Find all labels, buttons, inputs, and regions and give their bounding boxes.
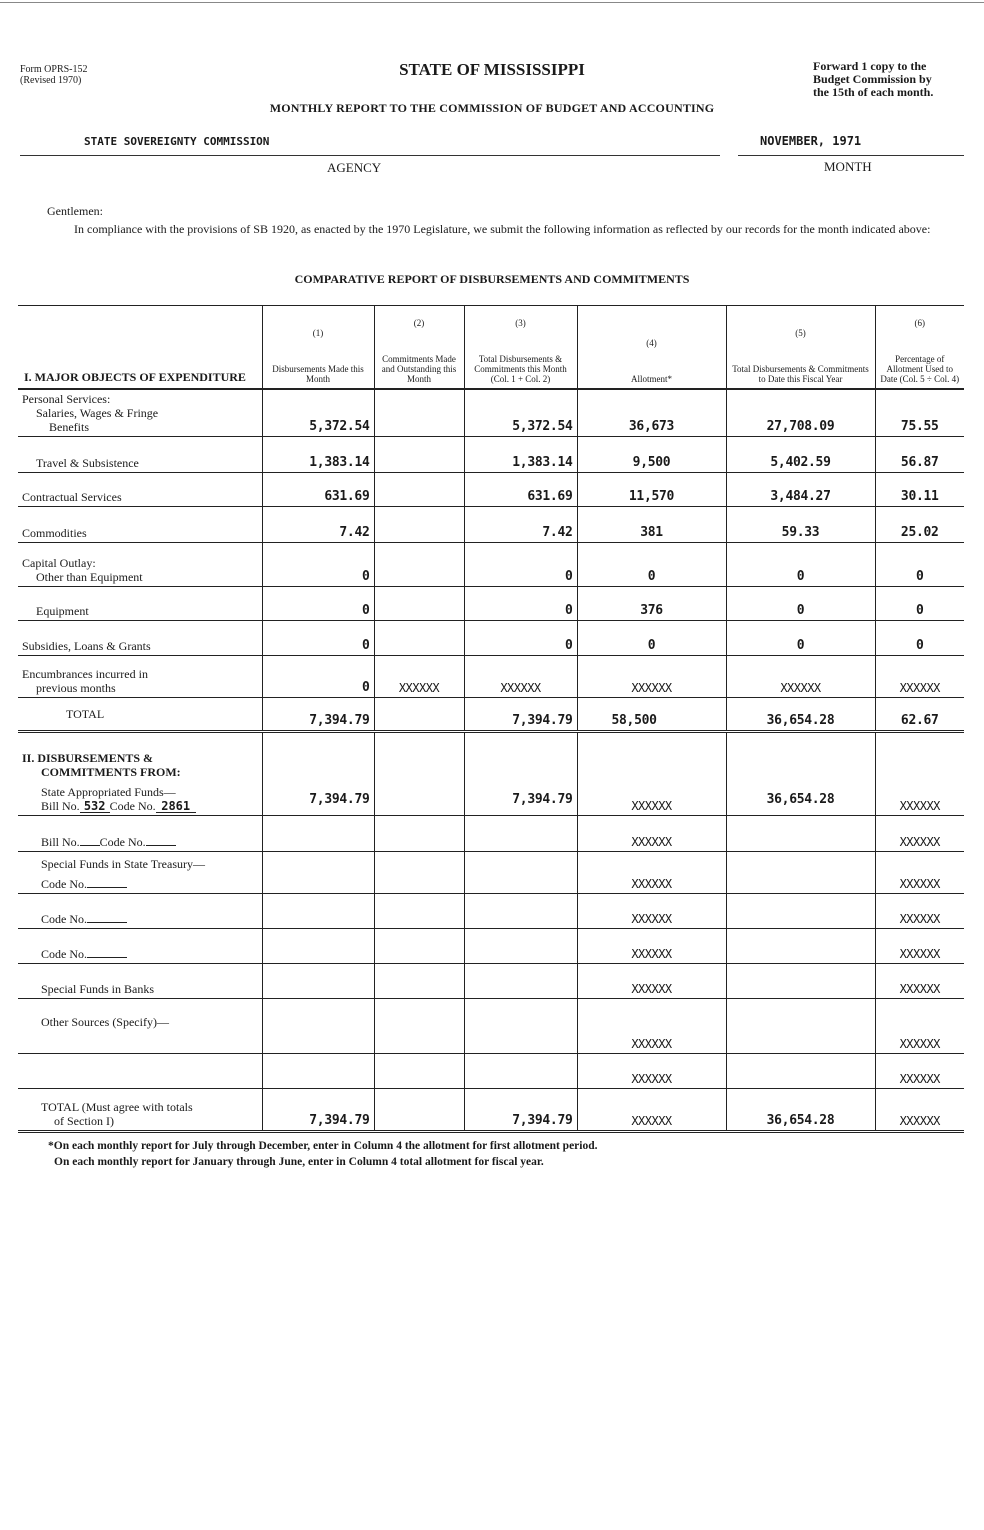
col-3-label: Total Disbursements & Commitments this Month (Col. 1 + Col. 2)	[474, 353, 567, 384]
table-cell: 36,654.28	[726, 698, 875, 732]
table-cell	[374, 543, 464, 587]
table-cell: 5,372.54	[262, 389, 374, 437]
greeting: Gentlemen:	[47, 204, 103, 218]
table-header-row	[18, 306, 964, 389]
table-cell	[726, 999, 875, 1054]
code-no-value: 2861	[156, 802, 196, 813]
travel-label: Travel & Subsistence	[36, 456, 139, 470]
table-cell: 7.42	[464, 507, 577, 543]
table-cell: 7,394.79	[262, 698, 374, 732]
table-cell	[374, 1089, 464, 1132]
table-cell: XXXXXX	[577, 964, 726, 999]
table-cell: XXXXXX	[875, 656, 964, 698]
table-row	[18, 852, 964, 894]
row-label-contractual: Contractual Services	[18, 473, 262, 507]
code-no-label: Code No.	[109, 799, 156, 813]
table-row	[18, 656, 964, 698]
agency-label: AGENCY	[327, 160, 382, 175]
table-cell: 11,570	[577, 473, 726, 507]
table-cell: XXXXXX	[577, 732, 726, 816]
blank-line	[80, 835, 100, 846]
comparative-report-title: COMPARATIVE REPORT OF DISBURSEMENTS AND COMMITMENTS	[294, 272, 690, 286]
other-than-equipment-label: Other than Equipment	[36, 570, 143, 584]
table-cell: 27,708.09	[726, 389, 875, 437]
table-cell	[374, 964, 464, 999]
table-cell: XXXXXX	[577, 656, 726, 698]
row-label-encumbrances	[18, 656, 262, 698]
table-cell	[464, 1054, 577, 1089]
table-cell: 0	[262, 656, 374, 698]
table-cell: XXXXXX	[875, 1054, 964, 1089]
table-cell: 7,394.79	[262, 732, 374, 816]
table-cell: 376	[577, 587, 726, 621]
month-value: NOVEMBER, 1971	[760, 134, 862, 148]
table-cell: 631.69	[464, 473, 577, 507]
table-row	[18, 1054, 964, 1089]
blank-line	[87, 877, 127, 888]
row-label-code-2	[18, 894, 262, 929]
table-cell: 0	[262, 543, 374, 587]
col-1-label: Disbursements Made this Month	[272, 363, 364, 384]
table-cell: XXXXXX	[577, 852, 726, 894]
row-label-subsidies: Subsidies, Loans & Grants	[18, 621, 262, 656]
special-treasury-label: Special Funds in State Treasury—	[41, 857, 205, 871]
row-label-travel	[18, 437, 262, 473]
state-funds-label: State Appropriated Funds—	[41, 785, 176, 799]
table-cell: 3,484.27	[726, 473, 875, 507]
col-1-number: (1)	[312, 327, 324, 338]
table-cell: 0	[262, 587, 374, 621]
table-cell: XXXXXX	[577, 999, 726, 1054]
forward-instruction	[813, 60, 933, 99]
table-row	[18, 1089, 964, 1132]
agency-underline	[20, 155, 720, 156]
table-cell: 75.55	[875, 389, 964, 437]
final-total-label-1: TOTAL (Must agree with totals	[41, 1100, 193, 1114]
table-cell	[726, 964, 875, 999]
table-cell: XXXXXX	[577, 1054, 726, 1089]
table-cell: 0	[726, 621, 875, 656]
table-row	[18, 507, 964, 543]
bill-no-label: Bill No.	[41, 835, 80, 849]
table-cell	[374, 929, 464, 964]
col-6-number: (6)	[914, 317, 925, 328]
col-6-header	[875, 306, 964, 389]
table-cell: 9,500	[577, 437, 726, 473]
capital-outlay-label: Capital Outlay:	[22, 556, 96, 570]
col-4-header	[577, 306, 726, 389]
table-cell: XXXXXX	[875, 852, 964, 894]
col-2-header	[374, 306, 464, 389]
top-border	[0, 2, 984, 3]
col-2-number: (2)	[413, 317, 425, 328]
table-row	[18, 816, 964, 852]
table-cell	[262, 964, 374, 999]
table-cell	[262, 1054, 374, 1089]
col-4-label: Allotment*	[631, 373, 672, 384]
salaries-label: Salaries, Wages & Fringe	[36, 406, 159, 420]
table-cell: 30.11	[875, 473, 964, 507]
table-cell: XXXXXX	[875, 964, 964, 999]
table-cell: XXXXXX	[577, 816, 726, 852]
table-row	[18, 999, 964, 1054]
table-cell: 7,394.79	[464, 698, 577, 732]
row-label-total: TOTAL	[18, 698, 262, 732]
equipment-label: Equipment	[36, 604, 89, 618]
encumbrances-label-1: Encumbrances incurred in	[22, 667, 148, 681]
table-cell	[374, 698, 464, 732]
row-label-special-treasury	[18, 852, 262, 894]
table-cell: 381	[577, 507, 726, 543]
table-row	[18, 732, 964, 816]
bill-no-value: 532	[80, 802, 110, 813]
footnote	[48, 1138, 598, 1170]
table-row	[18, 929, 964, 964]
table-cell: 631.69	[262, 473, 374, 507]
forward-line-1: Forward 1 copy to the	[813, 59, 927, 73]
table-cell: 0	[875, 587, 964, 621]
section-2-header-2: COMMITMENTS FROM:	[41, 765, 181, 779]
table-cell	[726, 1054, 875, 1089]
table-cell: 5,402.59	[726, 437, 875, 473]
table-cell	[726, 852, 875, 894]
personal-services-label: Personal Services:	[22, 392, 111, 406]
table-cell	[374, 1054, 464, 1089]
code-no-label: Code No.	[99, 835, 146, 849]
table-cell: XXXXXX	[875, 732, 964, 816]
table-cell	[464, 852, 577, 894]
table-cell: 56.87	[875, 437, 964, 473]
table-cell: XXXXXX	[577, 894, 726, 929]
bill-no-label: Bill No.	[41, 799, 80, 813]
row-label-state-funds	[18, 732, 262, 816]
table-cell: 0	[577, 543, 726, 587]
row-label-code-3	[18, 929, 262, 964]
table-cell: 0	[464, 621, 577, 656]
row-label-other-sources	[18, 999, 262, 1054]
form-number: Form OPRS-152	[20, 64, 88, 75]
table-cell	[726, 894, 875, 929]
table-cell: XXXXXX	[374, 656, 464, 698]
table-cell	[464, 816, 577, 852]
table-cell: XXXXXX	[875, 929, 964, 964]
table-cell: 0	[875, 621, 964, 656]
other-sources-label: Other Sources (Specify)—	[41, 1015, 169, 1029]
table-cell: 58,500	[577, 698, 726, 732]
table-cell: 36,654.28	[726, 732, 875, 816]
table-cell: XXXXXX	[726, 656, 875, 698]
table-row	[18, 698, 964, 732]
col-5-number: (5)	[795, 327, 806, 338]
col-3-header	[464, 306, 577, 389]
table-cell	[374, 894, 464, 929]
table-cell	[374, 816, 464, 852]
table-cell	[464, 929, 577, 964]
blank-line	[146, 835, 176, 846]
col-3-number: (3)	[515, 317, 526, 328]
table-cell	[374, 437, 464, 473]
table-cell	[374, 473, 464, 507]
table-cell: 59.33	[726, 507, 875, 543]
table-cell: XXXXXX	[875, 1089, 964, 1132]
table-row	[18, 389, 964, 437]
table-cell	[262, 816, 374, 852]
col-1-header	[262, 306, 374, 389]
table-cell	[374, 999, 464, 1054]
row-label-equipment	[18, 587, 262, 621]
final-total-label-2: of Section I)	[54, 1114, 114, 1128]
footnote-line-1: *On each monthly report for July through December, enter in Column 4 the allotment for first allotment period.	[48, 1140, 598, 1152]
encumbrances-label-2: previous months	[36, 681, 116, 695]
table-cell: 7,394.79	[262, 1089, 374, 1132]
table-cell	[464, 964, 577, 999]
blank-line	[87, 912, 127, 923]
month-underline	[738, 155, 964, 156]
table-cell: 7,394.79	[464, 732, 577, 816]
state-title: STATE OF MISSISSIPPI	[399, 60, 585, 79]
col-5-header	[726, 306, 875, 389]
row-label-blank	[18, 1054, 262, 1089]
code-label: Code No.	[41, 877, 87, 891]
month-label: MONTH	[824, 159, 872, 174]
row-label-special-banks	[18, 964, 262, 999]
table-cell: 1,383.14	[464, 437, 577, 473]
table-row	[18, 473, 964, 507]
table-cell: 36,654.28	[726, 1089, 875, 1132]
table-cell: 25.02	[875, 507, 964, 543]
col-4-number: (4)	[646, 337, 657, 348]
disbursements-table	[18, 305, 964, 1133]
table-cell	[262, 894, 374, 929]
table-row	[18, 894, 964, 929]
table-cell: 0	[464, 543, 577, 587]
table-row	[18, 543, 964, 587]
table-cell: 0	[726, 587, 875, 621]
benefits-label: Benefits	[49, 420, 89, 434]
table-cell: 0	[726, 543, 875, 587]
col-6-label: Percentage of Allotment Used to Date (Col. 5 ÷ Col. 4)	[880, 353, 960, 384]
table-cell: XXXXXX	[875, 894, 964, 929]
table-cell: XXXXXX	[464, 656, 577, 698]
table-cell	[374, 389, 464, 437]
row-label-bill-blank	[18, 816, 262, 852]
table-cell	[726, 816, 875, 852]
table-cell	[262, 852, 374, 894]
col-2-label: Commitments Made and Outstanding this Month	[381, 353, 457, 384]
table-cell: 36,673	[577, 389, 726, 437]
table-cell	[374, 621, 464, 656]
form-revised: (Revised 1970)	[20, 75, 82, 86]
table-cell	[726, 929, 875, 964]
table-cell: 7,394.79	[464, 1089, 577, 1132]
row-label-final-total	[18, 1089, 262, 1132]
forward-line-2: Budget Commission by	[813, 72, 932, 86]
table-cell	[374, 507, 464, 543]
table-cell: 62.67	[875, 698, 964, 732]
table-row	[18, 964, 964, 999]
blank-line	[87, 947, 127, 958]
table-cell	[374, 732, 464, 816]
table-cell	[262, 999, 374, 1054]
table-cell: 1,383.14	[262, 437, 374, 473]
col-5-label: Total Disbursements & Commitments to Date this Fiscal Year	[732, 363, 869, 384]
table-row	[18, 621, 964, 656]
table-cell: 0	[577, 621, 726, 656]
table-row	[18, 437, 964, 473]
table-cell: 0	[262, 621, 374, 656]
table-cell	[464, 894, 577, 929]
table-cell	[464, 999, 577, 1054]
table-cell: XXXXXX	[875, 999, 964, 1054]
section-2-header-1: II. DISBURSEMENTS &	[22, 751, 154, 765]
row-label-salaries	[18, 389, 262, 437]
special-banks-label: Special Funds in Banks	[41, 982, 154, 996]
table-row	[18, 587, 964, 621]
row-label-capital-outlay	[18, 543, 262, 587]
code-label: Code No.	[41, 947, 87, 961]
table-cell: 0	[875, 543, 964, 587]
report-subtitle: MONTHLY REPORT TO THE COMMISSION OF BUDGET AND ACCOUNTING	[269, 101, 715, 115]
agency-value: STATE SOVEREIGNTY COMMISSION	[84, 135, 270, 148]
forward-line-3: the 15th of each month.	[813, 85, 934, 99]
section-1-header: I. MAJOR OBJECTS OF EXPENDITURE	[18, 306, 262, 389]
table-cell	[374, 852, 464, 894]
table-cell: XXXXXX	[875, 816, 964, 852]
table-cell: XXXXXX	[577, 1089, 726, 1132]
row-label-commodities: Commodities	[18, 507, 262, 543]
compliance-statement: In compliance with the provisions of SB 1920, as enacted by the 1970 Legislature, we submit the following information as reflected by our records for the month indicated above:	[74, 222, 931, 236]
table-cell: 5,372.54	[464, 389, 577, 437]
table-cell: 0	[464, 587, 577, 621]
table-cell: XXXXXX	[577, 929, 726, 964]
footnote-line-2: On each monthly report for January through June, enter in Column 4 total allotment for fiscal year.	[54, 1156, 544, 1168]
table-cell	[374, 587, 464, 621]
code-label: Code No.	[41, 912, 87, 926]
table-cell	[262, 929, 374, 964]
table-cell: 7.42	[262, 507, 374, 543]
